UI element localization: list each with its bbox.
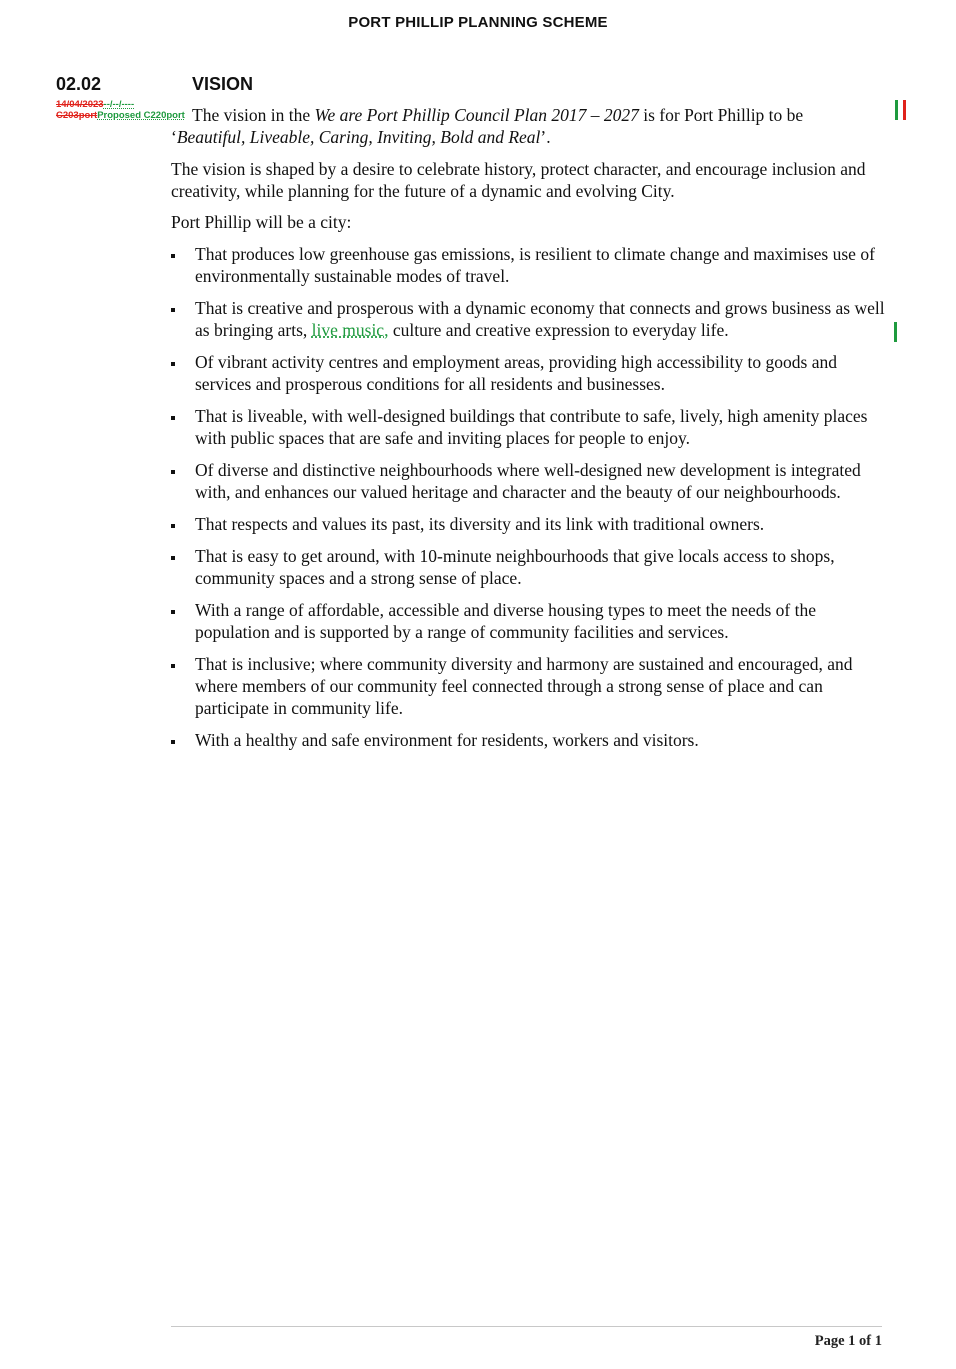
intro-prefix: The vision in the [192,105,315,125]
quote-open: ‘ [171,127,177,147]
vision-quote: Beautiful, Liveable, Caring, Inviting, Bold and Real [176,127,541,147]
quote-close: ’. [540,127,551,147]
inserted-date: --/--/---- [103,99,135,110]
deleted-amendment: C203port [56,110,98,121]
list-item: With a range of affordable, accessible and diverse housing types to meet the needs of the population and is supported by a range of community facilities and services. [171,599,886,643]
change-bar-deleted [903,100,906,120]
bullet-marker [171,524,175,528]
vision-paragraph: The vision is shaped by a desire to celebrate history, protect character, and encourage inclusion and creativity, while planning for the future of a dynamic and evolving City. [171,159,866,201]
clause-number: 02.02 [56,74,102,94]
bullet-marker [171,254,175,258]
document-header: PORT PHILLIP PLANNING SCHEME [348,14,608,31]
list-item: That is liveable, with well-designed buildings that contribute to safe, lively, high amenity places with public spaces that are safe and inviting places for people to enjoy. [171,405,886,449]
page-number: Page 1 of 1 [814,1333,882,1349]
clause-title: VISION [192,74,254,94]
inserted-text: live music, [311,320,389,340]
inserted-amendment: Proposed C220port [97,110,185,121]
change-bar-inserted [894,322,897,342]
bullet-marker [171,308,175,312]
list-item: Of vibrant activity centres and employment areas, providing high accessibility to goods and services and prosperous conditions for all residents and businesses. [171,351,886,395]
deleted-date: 14/04/2023 [56,99,104,110]
list-item: With a healthy and safe environment for residents, workers and visitors. [171,729,886,751]
bullet-marker [171,610,175,614]
plan-name: We are Port Phillip Council Plan 2017 – 2027 [314,105,639,125]
list-item: That is creative and prosperous with a dynamic economy that connects and grows business as well as bringing arts, live music, culture and creative expression to everyday life. [171,297,886,341]
bullet-marker [171,416,175,420]
bullet-marker [171,556,175,560]
list-item: That produces low greenhouse gas emissions, is resilient to climate change and maximises use of environmentally sustainable modes of travel. [171,243,886,287]
city-intro-paragraph: Port Phillip will be a city: [171,212,352,232]
bullet-marker [171,740,175,744]
intro-suffix: is for Port Phillip to be [638,105,804,125]
bullet-marker [171,470,175,474]
vision-bullet-list [171,243,886,761]
change-bar-inserted [895,100,898,120]
amendment-reference [56,99,185,121]
bullet-marker [171,664,175,668]
intro-paragraph [171,104,886,148]
list-item: That respects and values its past, its diversity and its link with traditional owners. [171,513,886,535]
bullet-marker [171,362,175,366]
footer-divider [171,1326,882,1327]
list-item: That is easy to get around, with 10-minute neighbourhoods that give locals access to shops, community spaces and a strong sense of place. [171,545,886,589]
list-item: Of diverse and distinctive neighbourhoods where well-designed new development is integrated with, and enhances our valued heritage and character and the beauty of our neighbourhoods. [171,459,886,503]
list-item: That is inclusive; where community diversity and harmony are sustained and encouraged, and where members of our community feel connected through a strong sense of place and can participate in community life. [171,653,886,719]
